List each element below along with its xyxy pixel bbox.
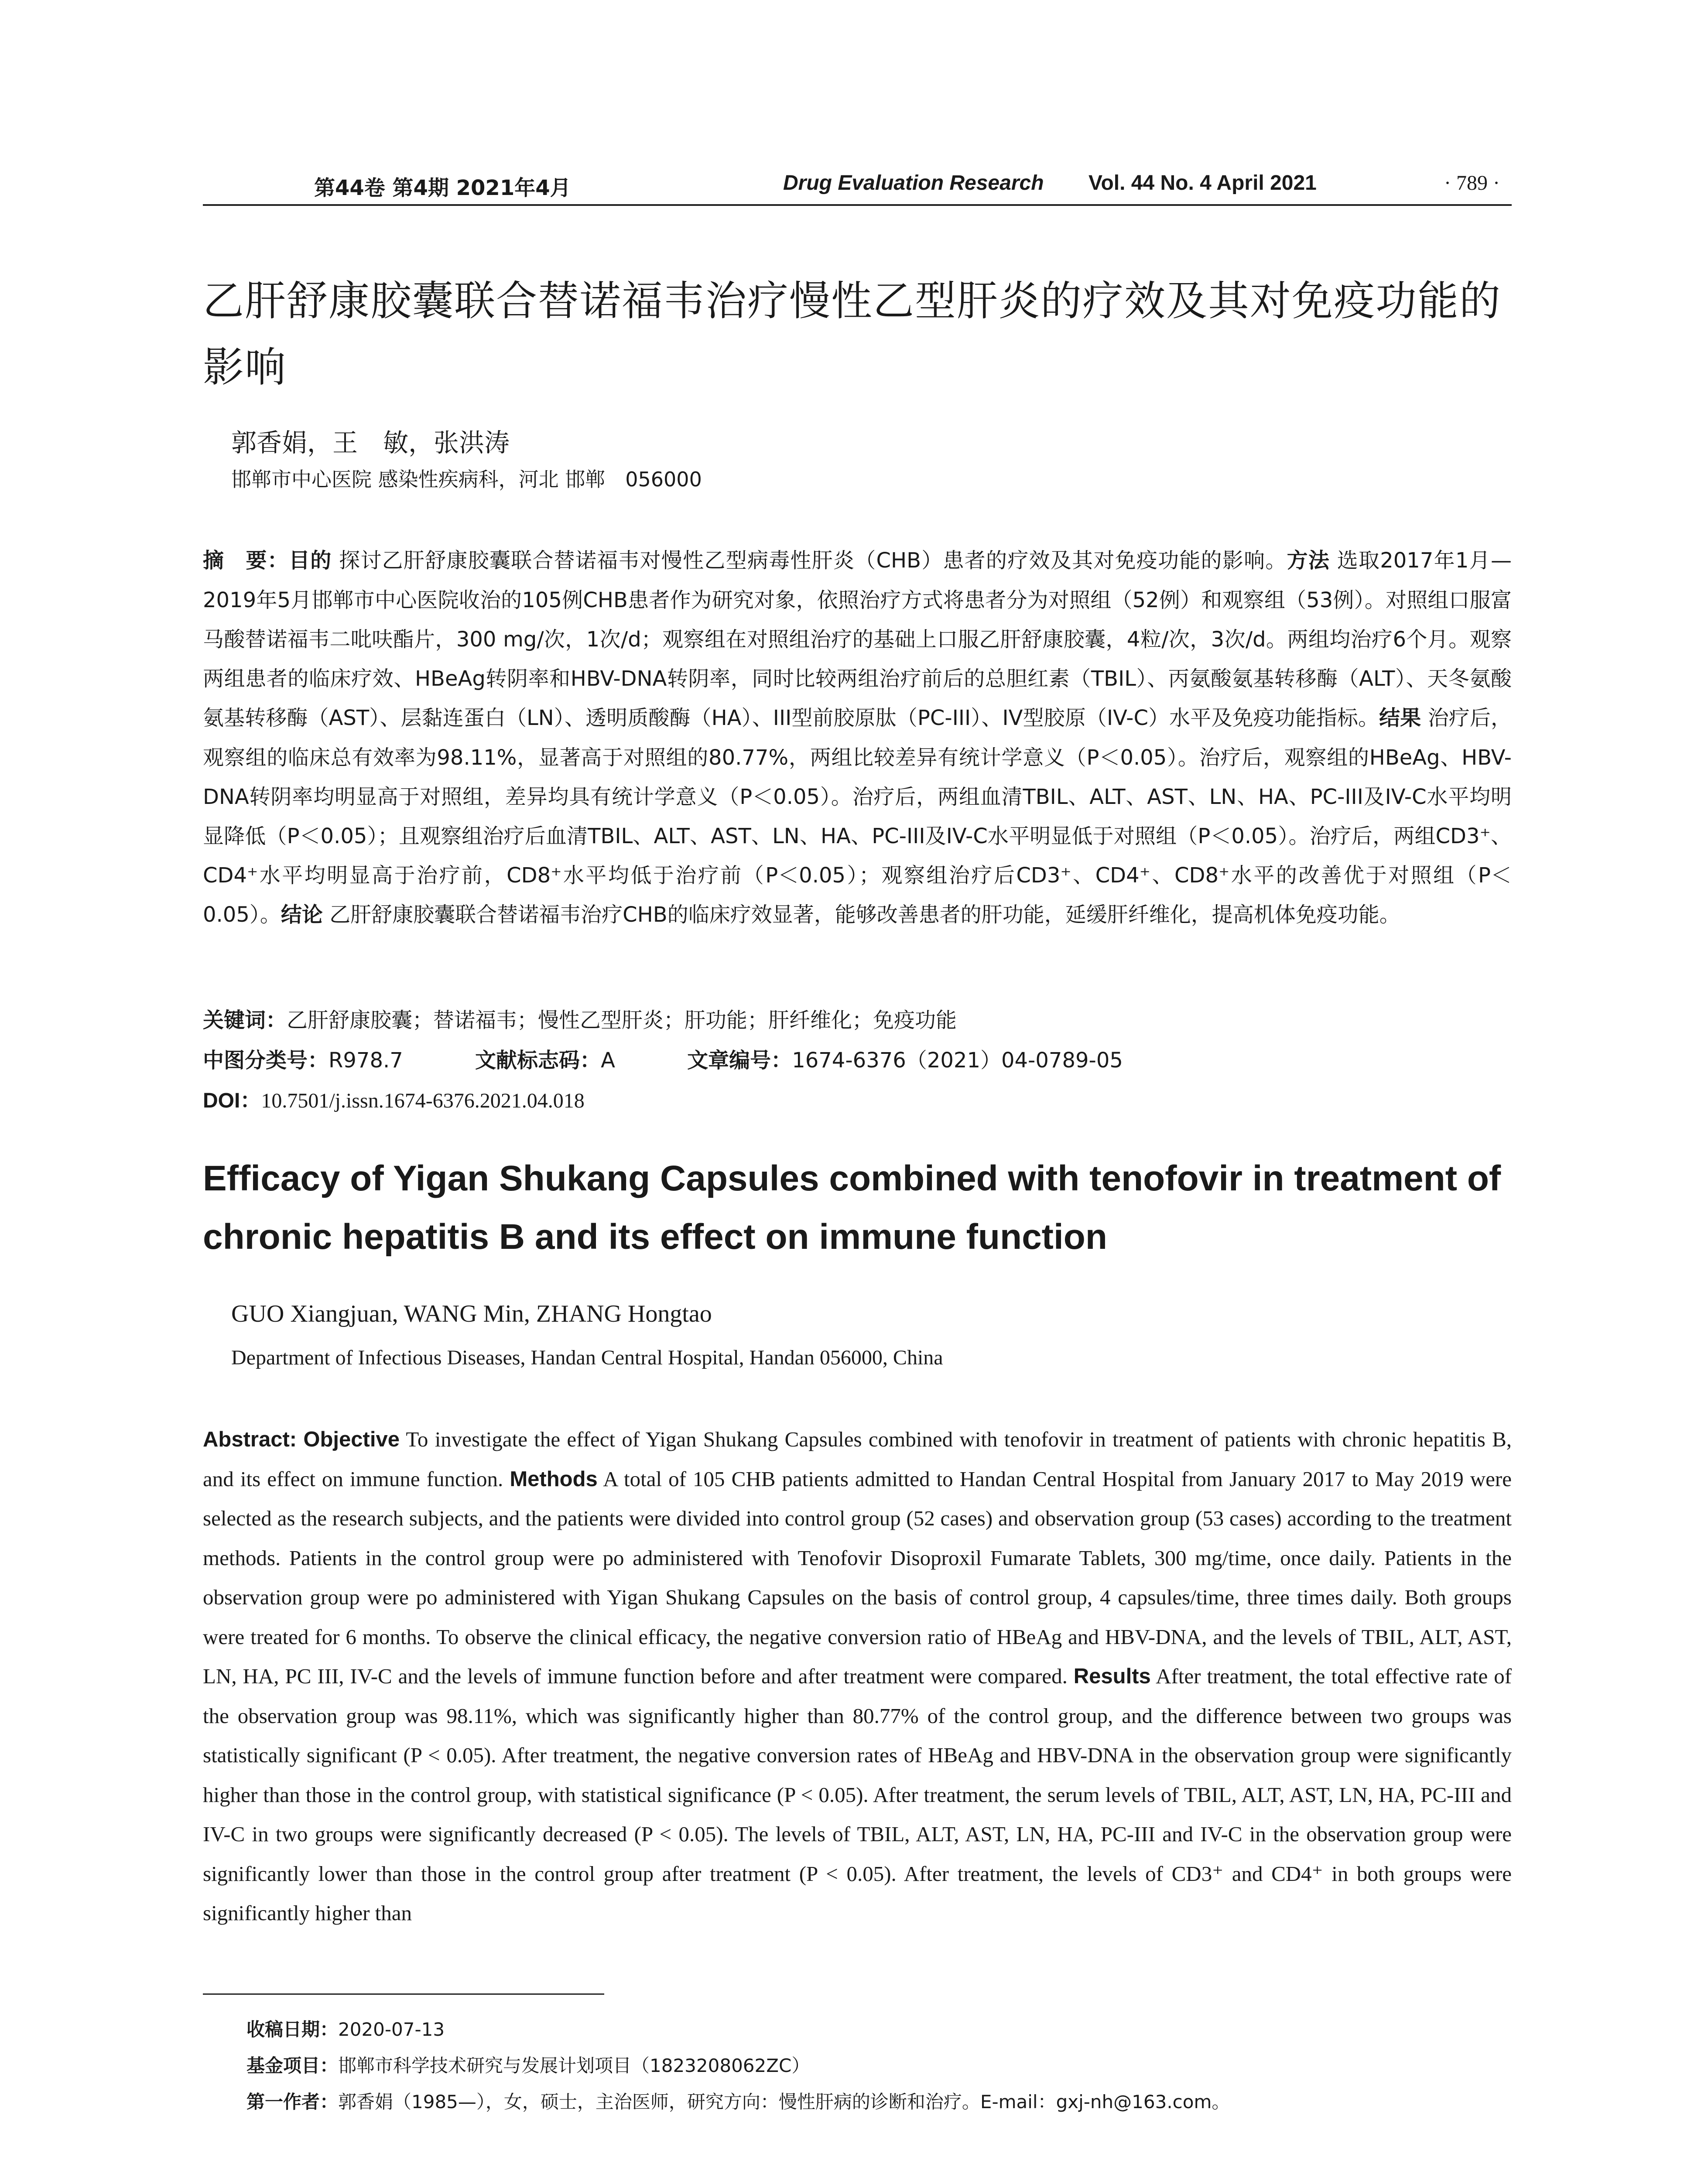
results-label: 结果 xyxy=(1379,707,1421,730)
objective-text: 探讨乙肝舒康胶囊联合替诺福韦对慢性乙型病毒性肝炎（CHB）患者的疗效及其对免疫功能的影响。 xyxy=(339,548,1287,573)
keywords-text: 乙肝舒康胶囊；替诺福韦；慢性乙型肝炎；肝功能；肝纤维化；免疫功能 xyxy=(287,1008,957,1032)
fund-label: 基金项目： xyxy=(246,2055,339,2076)
en-objective-label: Objective xyxy=(303,1428,400,1451)
article-number-value: 1674-6376（2021）04-0789-05 xyxy=(792,1048,1123,1073)
conclusion-label: 结论 xyxy=(281,903,323,926)
en-results-text: After treatment, the total effective rate of the observation group was 98.11%, which was significantly higher than 80.77% of the control group, and the difference between two groups was statistically significant (P < 0.05). After treatment, the negative conversion rates of HBeAg and HBV-DNA in the observation group were significantly higher than those in the control group, with statistical significance (P < 0.05). After treatment, the serum levels of TBIL, ALT, AST, LN, HA, PC-III and IV-C in two groups were significantly decreased (P < 0.05). The levels of TBIL, ALT, AST, LN, HA, PC-III and IV-C in the observation group were significantly lower than those in the control group after treatment (P < 0.05). After treatment, the levels of CD3⁺ and CD4⁺ in both groups were significantly higher than xyxy=(203,1664,1512,1925)
footnote-fund xyxy=(246,2051,810,2078)
footnote-first-author xyxy=(246,2088,1230,2114)
classification-line xyxy=(203,1043,1188,1073)
clc-label: 中图分类号： xyxy=(203,1049,329,1072)
en-abstract-label: Abstract: xyxy=(203,1428,297,1451)
first-author-value: 郭香娟（1985—），女，硕士，主治医师，研究方向：慢性肝病的诊断和治疗。E-mail：gxj-nh@163.com。 xyxy=(338,2091,1230,2113)
chinese-title: 乙肝舒康胶囊联合替诺福韦治疗慢性乙型肝炎的疗效及其对免疫功能的影响 xyxy=(203,277,1502,391)
page-number: · 789 · xyxy=(1444,171,1500,195)
en-methods-text: A total of 105 CHB patients admitted to Handan Central Hospital from January 2017 to May 2019 were selected as the research subjects, and the patients were divided into control group (52 cases) and observation group (53 cases) according to the treatment methods. Patients in the control group were po administered with Tenofovir Disoproxil Fumarate Tablets, 300 mg/time, once daily. Patients in the observation group were po administered with Yigan Shukang Capsules on the basis of control group, 4 capsules/time, three times daily. Both groups were treated for 6 months. To observe the clinical efficacy, the negative conversion ratio of HBeAg and HBV-DNA, and the levels of TBIL, ALT, AST, LN, HA, PC III, IV-C and the levels of immune function before and after treatment were compared. xyxy=(203,1467,1512,1688)
results-text: 治疗后，观察组的临床总有效率为98.11%，显著高于对照组的80.77%，两组比较差异有统计学意义（P＜0.05）。治疗后，观察组的HBeAg、HBV-DNA转阴率均明显高于对照组，差异均具有统计学意义（P＜0.05）。治疗后，两组血清TBIL、ALT、AST、LN、HA、PC-III及IV-C水平均明显降低（P＜0.05）；且观察组治疗后血清TBIL、ALT、AST、LN、HA、PC-III及IV-C水平明显低于对照组（P＜0.05）。治疗后，两组CD3⁺、CD4⁺水平均明显高于治疗前，CD8⁺水平均低于治疗前（P＜0.05）；观察组治疗后CD3⁺、CD4⁺、CD8⁺水平的改善优于对照组（P＜0.05）。 xyxy=(203,706,1512,927)
received-value: 2020-07-13 xyxy=(338,2019,445,2040)
methods-text: 选取2017年1月—2019年5月邯郸市中心医院收治的105例CHB患者作为研究对象，依照治疗方式将患者分为对照组（52例）和观察组（53例）。对照组口服富马酸替诺福韦二吡呋酯片，300 mg/次，1次/d；观察组在对照组治疗的基础上口服乙肝舒康胶囊，4粒/次，3次/d。两组均治疗6个月。观察两组患者的临床疗效、HBeAg转阴率和HBV-DNA转阴率，同时比较两组治疗前后的总胆红素（TBIL）、丙氨酸氨基转移酶（ALT）、天冬氨酸氨基转移酶（AST）、层黏连蛋白（LN）、透明质酸酶（HA）、III型前胶原肽（PC-III）、IV型胶原（IV-C）水平及免疫功能指标。 xyxy=(203,548,1512,730)
english-title: Efficacy of Yigan Shukang Capsules combined with tenofovir in treatment of chronic hepatitis B and its effect on immune function xyxy=(203,1159,1501,1257)
chinese-authors: 郭香娟，王 敏，张洪涛 xyxy=(231,428,510,458)
doc-code-value: A xyxy=(601,1048,615,1073)
conclusion-text: 乙肝舒康胶囊联合替诺福韦治疗CHB的临床疗效显著，能够改善患者的肝功能，延缓肝纤维化，提高机体免疫功能。 xyxy=(329,902,1400,927)
fund-value: 邯郸市科学技术研究与发展计划项目（1823208062ZC） xyxy=(338,2055,810,2076)
english-authors: GUO Xiangjuan, WANG Min, ZHANG Hongtao xyxy=(231,1300,712,1327)
header-rule xyxy=(203,204,1512,206)
english-abstract xyxy=(203,1420,1512,1933)
en-objective-text: To investigate the effect of Yigan Shukang Capsules combined with tenofovir in treatment of patients with chronic hepatitis B, and its effect on immune function. xyxy=(203,1427,1512,1491)
doi-line xyxy=(203,1084,585,1114)
abstract-label: 摘 要： xyxy=(203,549,289,572)
footnote-rule xyxy=(203,1993,604,1995)
chinese-abstract xyxy=(203,541,1512,935)
keywords-line xyxy=(203,1003,957,1033)
keywords-label: 关键词： xyxy=(203,1009,287,1032)
issue-info: 第44卷 第4期 2021年4月 xyxy=(314,176,571,200)
en-results-label: Results xyxy=(1073,1665,1151,1688)
journal-name: Drug Evaluation Research xyxy=(783,171,1044,195)
volume-info: Vol. 44 No. 4 April 2021 xyxy=(1088,171,1317,195)
doc-code-label: 文献标志码： xyxy=(475,1049,601,1072)
doi-value: 10.7501/j.issn.1674-6376.2021.04.018 xyxy=(261,1089,585,1112)
chinese-affiliation: 邯郸市中心医院 感染性疾病科，河北 邯郸 056000 xyxy=(231,468,702,491)
en-methods-label: Methods xyxy=(510,1467,598,1491)
running-header xyxy=(203,171,1512,198)
objective-label: 目的 xyxy=(289,549,332,572)
english-affiliation: Department of Infectious Diseases, Handan Central Hospital, Handan 056000, China xyxy=(231,1346,943,1369)
first-author-label: 第一作者： xyxy=(246,2092,339,2112)
article-number-label: 文章编号： xyxy=(687,1049,792,1072)
footnote-received xyxy=(246,2015,445,2041)
clc-value: R978.7 xyxy=(329,1048,403,1073)
doi-label: DOI： xyxy=(203,1089,261,1112)
received-label: 收稿日期： xyxy=(246,2019,339,2040)
methods-label: 方法 xyxy=(1287,549,1330,572)
